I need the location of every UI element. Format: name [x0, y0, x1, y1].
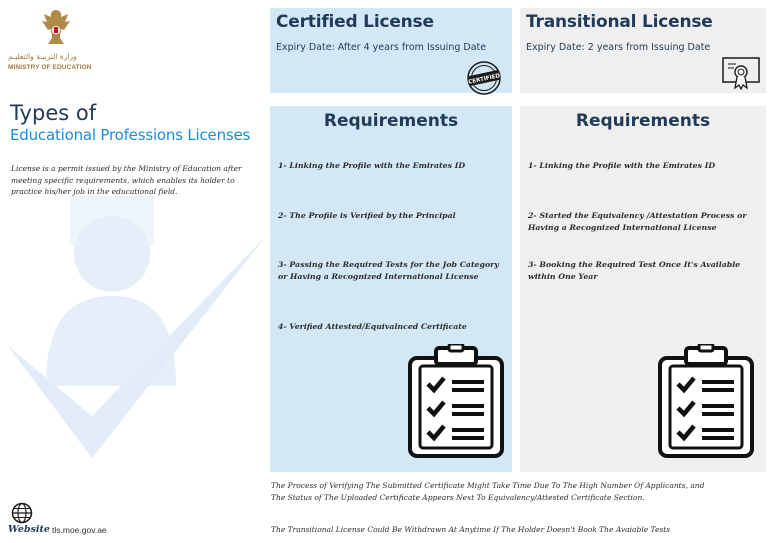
website-link[interactable]: tls.moe.gov.ae [52, 525, 107, 535]
globe-icon [11, 502, 33, 524]
transitional-requirement-2: 2- Started the Equivalency /Attestation Process or Having a Recognized International License [528, 211, 747, 232]
ministry-name-english: MINISTRY OF EDUCATION [8, 64, 92, 71]
certified-requirement-3: 3- Passing the Required Tests for the Job Category or Having a Recognized International License [278, 260, 499, 281]
transitional-requirements-panel [520, 106, 766, 472]
certified-seal-icon [466, 60, 502, 96]
clipboard-checklist-icon [656, 344, 756, 460]
license-definition: License is a permit issued by the Ministry of Education after meeting specific requirements, which enables its holder to practice his/her job in the educational field. [11, 164, 242, 196]
clipboard-checklist-icon [406, 344, 506, 460]
transitional-requirement-1: 1- Linking the Profile with the Emirates ID [528, 161, 716, 170]
svg-text:CERTIFIED: CERTIFIED [467, 73, 501, 86]
transitional-requirements-title: Requirements [575, 111, 711, 131]
transitional-license-expiry: Expiry Date: 2 years from Issuing Date [526, 42, 711, 53]
certified-requirement-2: 2- The Profile is Verified by the Principal [278, 211, 456, 220]
transitional-license-header [520, 8, 766, 93]
diploma-icon [722, 56, 760, 90]
transitional-license-title: Transitional License [526, 12, 713, 32]
website-label: Website [8, 524, 50, 535]
certified-license-expiry: Expiry Date: After 4 years from Issuing Date [276, 42, 487, 53]
certified-requirements-title: Requirements [323, 111, 459, 131]
certified-requirement-4: 4- Verified Attested/Equivalnced Certificate [278, 322, 467, 331]
page-title: Types of [10, 101, 97, 125]
uae-emblem-icon [38, 6, 74, 48]
withdrawal-note: The Transitional License Could Be Withdrawn At Anytime If The Holder Doesn't Book The Avaiable Tests [271, 525, 671, 534]
certified-requirement-1: 1- Linking the Profile with the Emirates ID [278, 161, 466, 170]
ministry-name-arabic: وزارة التربيـة والتعليـم [8, 52, 77, 61]
page-subtitle: Educational Professions Licenses [10, 126, 251, 144]
person-check-icon [4, 196, 266, 458]
certified-license-header [270, 8, 512, 93]
certified-requirements-panel [270, 106, 512, 472]
verification-note: The Process of Verifying The Submitted Certificate Might Take Time Due To The High Number Of Applicants, and The Status of The Uploaded Certificate Appears Next To Equivalency/Attested Certificate Section. [271, 481, 705, 502]
transitional-requirement-3: 3- Booking the Required Test Once It's Available within One Year [528, 260, 741, 281]
certified-license-title: Certified License [276, 12, 434, 32]
